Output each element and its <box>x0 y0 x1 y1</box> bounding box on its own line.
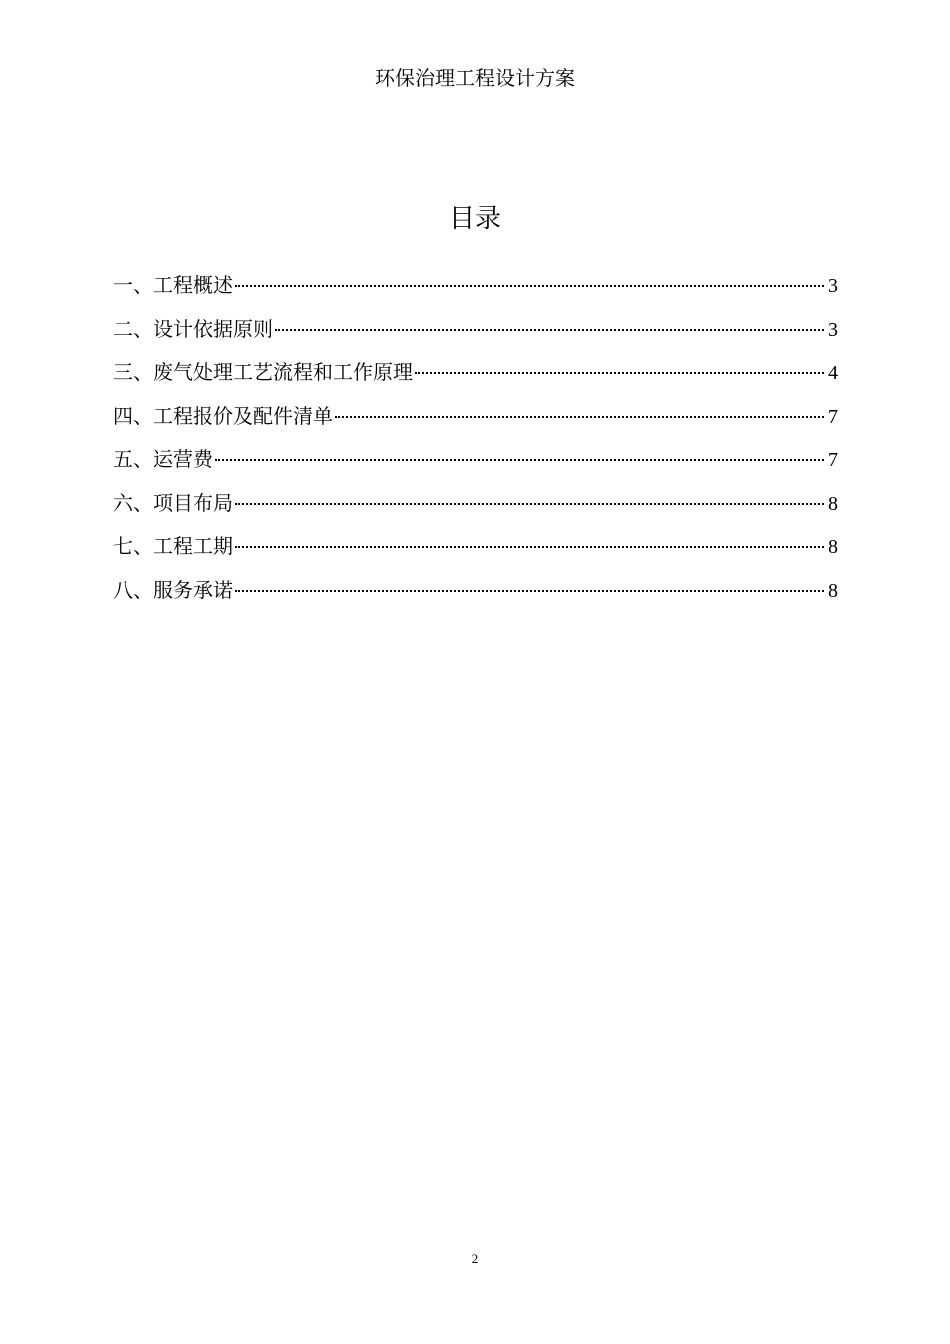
page-number: 2 <box>471 1251 479 1266</box>
running-header: 环保治理工程设计方案 <box>375 66 575 90</box>
dot-leader <box>235 546 824 548</box>
toc-entry-7[interactable] <box>113 531 838 575</box>
dot-leader <box>235 285 824 287</box>
toc-entry-label: 二、设计依据原则 <box>113 316 273 341</box>
dot-leader <box>215 459 824 461</box>
dot-leader <box>275 329 824 331</box>
toc-entry-1[interactable] <box>113 270 838 314</box>
toc-entry-page: 3 <box>828 318 838 341</box>
toc-entry-label: 六、项目布局 <box>113 490 233 515</box>
toc-entry-page: 8 <box>828 492 838 515</box>
toc-entry-label: 八、服务承诺 <box>113 577 233 602</box>
toc-entry-8[interactable] <box>113 575 838 619</box>
toc-entry-4[interactable] <box>113 401 838 445</box>
toc-entry-page: 8 <box>828 536 838 558</box>
toc-entry-2[interactable] <box>113 314 838 358</box>
toc-entry-3[interactable] <box>113 357 838 401</box>
dot-leader <box>415 372 824 374</box>
dot-leader <box>235 503 824 505</box>
table-of-contents <box>113 270 838 618</box>
toc-entry-label: 一、工程概述 <box>113 273 233 297</box>
toc-entry-page: 8 <box>828 579 838 602</box>
toc-entry-page: 3 <box>828 275 838 297</box>
toc-entry-label: 三、废气处理工艺流程和工作原理 <box>113 360 413 384</box>
toc-entry-page: 4 <box>828 362 838 384</box>
toc-entry-label: 七、工程工期 <box>113 534 233 558</box>
toc-entry-label: 五、运营费 <box>113 447 213 471</box>
dot-leader <box>235 590 824 592</box>
toc-entry-5[interactable] <box>113 444 838 488</box>
toc-entry-page: 7 <box>828 449 838 471</box>
dot-leader <box>335 416 824 418</box>
toc-entry-6[interactable] <box>113 488 838 532</box>
toc-entry-page: 7 <box>828 405 838 428</box>
toc-entry-label: 四、工程报价及配件清单 <box>113 403 333 428</box>
toc-title: 目录 <box>448 204 501 234</box>
